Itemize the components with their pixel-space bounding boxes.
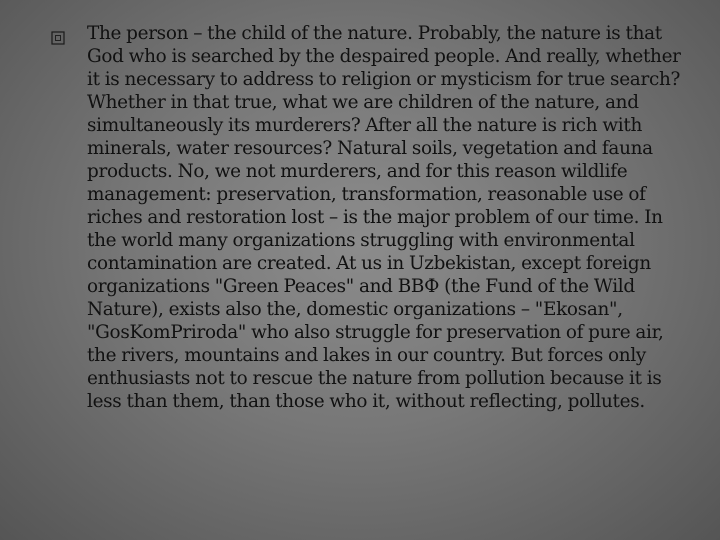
slide-body-text: The person – the child of the nature. Probably, the nature is that God who is searched by the despaired people. And really, whether it is necessary to address to religion or mysticism for true search? Whether in that true, what we are children of the nature, and simultaneously its murderers? After all the nature is rich with minerals, water resources? Natural soils, vegetation and fauna products. No, we not murderers, and for this reason wildlife management: preservation, transformation, reasonable use of riches and restoration lost – is the major problem of our time. In the world many organizations struggling with environmental contamination are created. At us in Uzbekistan, except foreign organizations "Green Peaces" and ВВФ (the Fund of the Wild Nature), exists also the, domestic organizations – "Ekosan", "GosKomPriroda" who also struggle for preservation of pure air, the rivers, mountains and lakes in our country. But forces only enthusiasts not to rescue the nature from pollution because it is less than them, than those who it, without reflecting, pollutes. [87, 23, 681, 412]
hollow-square-bullet-icon [51, 31, 65, 45]
